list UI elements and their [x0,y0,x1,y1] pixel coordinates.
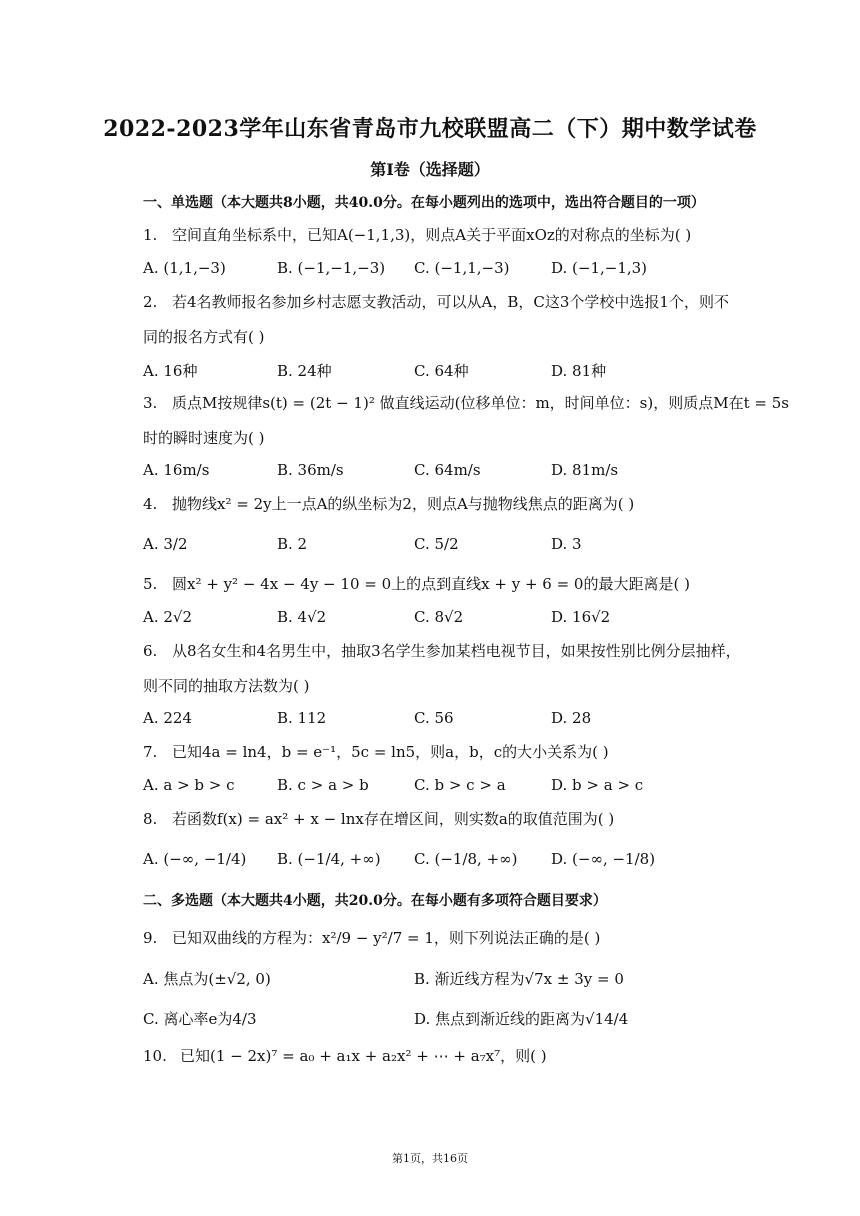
question-6 [143,641,741,661]
q7-option-d: D. b > a > c [551,776,644,794]
question-2-text-cont: 同的报名方式有( ) [143,328,265,346]
question-2 [143,292,729,312]
q4-option-a: A. 3/2 [143,535,188,553]
q2-option-c: C. 64种 [414,362,469,380]
q4-option-c: C. 5/2 [414,535,459,553]
q9-option-b: B. 渐近线方程为√7x ± 3y = 0 [414,970,624,988]
question-10-text: 已知(1 − 2x)⁷ = a₀ + a₁x + a₂x² + ⋯ + a₇x⁷，则( ) [180,1047,547,1065]
question-10 [143,1046,547,1066]
q7-option-a: A. a > b > c [143,776,235,794]
q1-option-a: A. (1,1,−3) [143,259,226,277]
q6-option-b: B. 112 [277,709,327,727]
q6-option-a: A. 224 [143,709,192,727]
question-9-number: 9. [143,929,158,947]
exam-subtitle: 第I卷（选择题） [370,160,490,179]
q3-option-d: D. 81m/s [551,461,619,479]
q9-option-a: A. 焦点为(±√2, 0) [143,970,271,988]
question-8-number: 8. [143,810,158,828]
q8-option-b: B. (−1/4, +∞) [277,850,381,868]
question-5 [143,574,690,594]
section-single-choice: 一、单选题（本大题共8小题，共40.0分。在每小题列出的选项中，选出符合题目的一项） [143,195,705,211]
question-6-text-cont: 则不同的抽取方法数为( ) [143,677,310,695]
question-4 [143,494,634,514]
q2-option-b: B. 24种 [277,362,332,380]
question-2-text: 若4名教师报名参加乡村志愿支教活动，可以从A，B，C这3个学校中选报1个，则不 [172,293,729,311]
q5-option-b: B. 4√2 [277,608,327,626]
question-5-number: 5. [143,575,158,593]
question-1-text: 空间直角坐标系中，已知A(−1,1,3)，则点A关于平面xOz的对称点的坐标为( ) [172,226,692,244]
question-7 [143,742,609,762]
question-4-number: 4. [143,495,158,513]
question-5-text: 圆x² + y² − 4x − 4y − 10 = 0上的点到直线x + y + 6 = 0的最大距离是( ) [172,575,690,593]
q6-option-d: D. 28 [551,709,592,727]
q8-option-c: C. (−1/8, +∞) [414,850,518,868]
question-3-text-cont: 时的瞬时速度为( ) [143,429,265,447]
q5-option-d: D. 16√2 [551,608,611,626]
question-3-text: 质点M按规律s(t) = (2t − 1)² 做直线运动(位移单位：m，时间单位：s)，则质点M在t = 5s [172,394,789,412]
question-9-text: 已知双曲线的方程为：x²/9 − y²/7 = 1，则下列说法正确的是( ) [172,929,601,947]
q8-option-d: D. (−∞, −1/8) [551,850,656,868]
question-9 [143,928,600,948]
question-1-number: 1. [143,226,158,244]
q7-option-b: B. c > a > b [277,776,369,794]
question-7-number: 7. [143,743,158,761]
question-7-text: 已知4a = ln4，b = e⁻¹，5c = ln5，则a，b，c的大小关系为( ) [172,743,609,761]
q3-option-b: B. 36m/s [277,461,344,479]
q5-option-c: C. 8√2 [414,608,464,626]
q1-option-b: B. (−1,−1,−3) [277,259,386,277]
question-3-number: 3. [143,394,158,412]
question-2-number: 2. [143,293,158,311]
q1-option-d: D. (−1,−1,3) [551,259,648,277]
q3-option-c: C. 64m/s [414,461,481,479]
q5-option-a: A. 2√2 [143,608,193,626]
question-3 [143,393,789,413]
exam-title: 2022-2023学年山东省青岛市九校联盟高二（下）期中数学试卷 [103,116,757,142]
q3-option-a: A. 16m/s [143,461,210,479]
q2-option-d: D. 81种 [551,362,607,380]
question-4-text: 抛物线x² = 2y上一点A的纵坐标为2，则点A与抛物线焦点的距离为( ) [172,495,635,513]
q9-option-d: D. 焦点到渐近线的距离为√14/4 [414,1010,629,1028]
q1-option-c: C. (−1,1,−3) [414,259,510,277]
q4-option-d: D. 3 [551,535,582,553]
q4-option-b: B. 2 [277,535,308,553]
question-6-text: 从8名女生和4名男生中，抽取3名学生参加某档电视节目，如果按性别比例分层抽样， [172,642,741,660]
question-1 [143,225,691,245]
q6-option-c: C. 56 [414,709,454,727]
q7-option-c: C. b > c > a [414,776,506,794]
section-multi-choice: 二、多选题（本大题共4小题，共20.0分。在每小题有多项符合题目要求） [143,893,607,909]
question-8 [143,809,614,829]
page-footer: 第1页，共16页 [392,1152,468,1165]
question-8-text: 若函数f(x) = ax² + x − lnx存在增区间，则实数a的取值范围为( ) [172,810,615,828]
question-10-number: 10. [143,1047,167,1065]
q9-option-c: C. 离心率e为4/3 [143,1010,257,1028]
question-6-number: 6. [143,642,158,660]
q2-option-a: A. 16种 [143,362,198,380]
q8-option-a: A. (−∞, −1/4) [143,850,247,868]
